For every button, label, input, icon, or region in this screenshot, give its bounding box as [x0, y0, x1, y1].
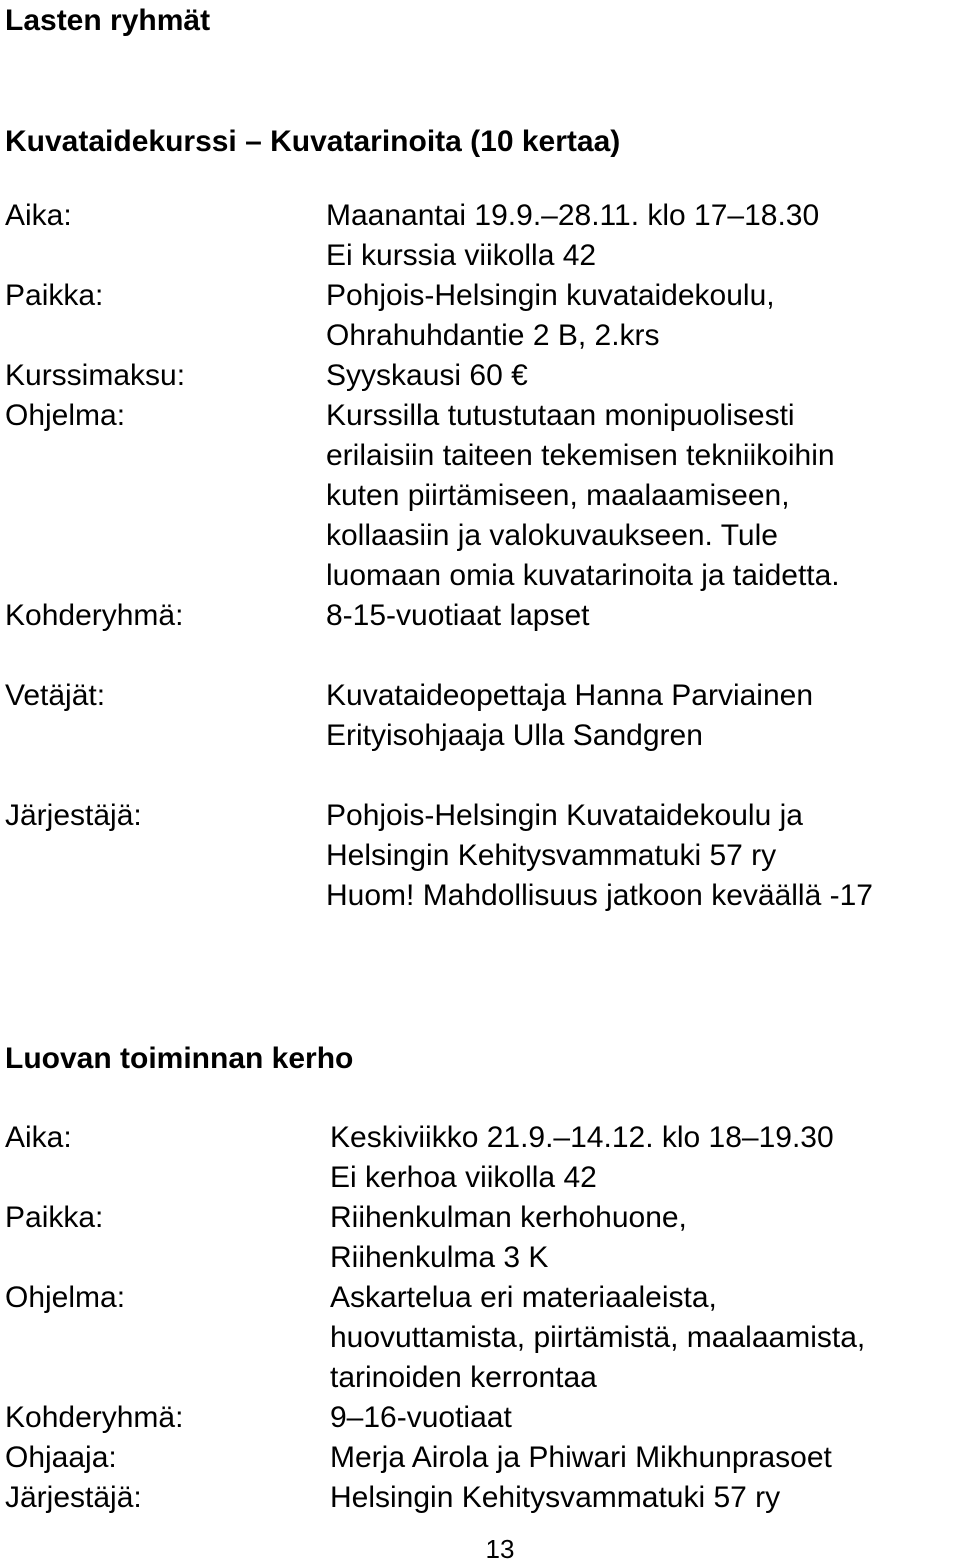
info-row [5, 396, 960, 436]
field-value: Ei kerhoa viikolla 42 [330, 1161, 597, 1194]
field-value: tarinoiden kerrontaa [330, 1361, 597, 1394]
info-row [5, 1238, 960, 1278]
field-label: Kohderyhmä: [5, 1401, 184, 1434]
field-label: Paikka: [5, 1201, 104, 1234]
field-value: Riihenkulma 3 K [330, 1241, 549, 1274]
field-label: Aika: [5, 199, 72, 232]
field-value: Pohjois-Helsingin kuvataidekoulu, [326, 279, 775, 312]
info-row [5, 436, 960, 476]
info-row [5, 236, 960, 276]
info-row [5, 556, 960, 596]
info-row [5, 1158, 960, 1198]
field-label: Paikka: [5, 279, 104, 312]
page-number: 13 [485, 1534, 515, 1564]
info-row [5, 1118, 960, 1158]
field-label: Kurssimaksu: [5, 359, 186, 392]
field-value: Maanantai 19.9.–28.11. klo 17–18.30 [326, 199, 820, 232]
info-row [5, 1318, 960, 1358]
field-value: Kurssilla tutustutaan monipuolisesti [326, 399, 795, 432]
field-value: Ohrahuhdantie 2 B, 2.krs [326, 319, 660, 352]
field-value: Merja Airola ja Phiwari Mikhunprasoet [330, 1441, 832, 1474]
info-row [5, 796, 960, 836]
field-value: Helsingin Kehitysvammatuki 57 ry [326, 839, 777, 872]
field-value: luomaan omia kuvatarinoita ja taidetta. [326, 559, 840, 592]
field-value: Huom! Mahdollisuus jatkoon keväällä -17 [326, 879, 873, 912]
field-label: Järjestäjä: [5, 799, 142, 832]
field-value: Kuvataideopettaja Hanna Parviainen [326, 679, 814, 712]
info-row [5, 276, 960, 316]
info-row [5, 876, 960, 916]
info-row [5, 1278, 960, 1318]
field-label: Ohjaaja: [5, 1441, 117, 1474]
field-label: Ohjelma: [5, 399, 126, 432]
field-label: Kohderyhmä: [5, 599, 184, 632]
field-label: Aika: [5, 1121, 72, 1154]
field-value: Erityisohjaaja Ulla Sandgren [326, 719, 703, 752]
info-row [5, 836, 960, 876]
info-row [5, 1198, 960, 1238]
course-heading: Kuvataidekurssi – Kuvatarinoita (10 kertaa) [5, 125, 621, 158]
info-row [5, 1438, 960, 1478]
field-value: Riihenkulman kerhohuone, [330, 1201, 687, 1234]
info-row [5, 596, 960, 636]
field-value: erilaisiin taiteen tekemisen tekniikoihin [326, 439, 835, 472]
info-row [5, 316, 960, 356]
field-value: Ei kurssia viikolla 42 [326, 239, 597, 272]
field-label: Järjestäjä: [5, 1481, 142, 1514]
field-value: 9–16-vuotiaat [330, 1401, 512, 1434]
field-value: Keskiviikko 21.9.–14.12. klo 18–19.30 [330, 1121, 834, 1154]
info-row [5, 676, 960, 716]
field-label: Ohjelma: [5, 1281, 126, 1314]
info-row [5, 196, 960, 236]
field-label: Vetäjät: [5, 679, 106, 712]
field-value: Helsingin Kehitysvammatuki 57 ry [330, 1481, 781, 1514]
field-value: 8-15-vuotiaat lapset [326, 599, 590, 632]
field-value: kollaasiin ja valokuvaukseen. Tule [326, 519, 778, 552]
info-row [5, 476, 960, 516]
info-row [5, 716, 960, 756]
info-row [5, 1398, 960, 1438]
field-value: Askartelua eri materiaaleista, [330, 1281, 717, 1314]
page-title: Lasten ryhmät [5, 4, 211, 37]
field-value: kuten piirtämiseen, maalaamiseen, [326, 479, 790, 512]
field-value: Pohjois-Helsingin Kuvataidekoulu ja [326, 799, 803, 832]
info-row [5, 356, 960, 396]
info-row [5, 1358, 960, 1398]
field-value: huovuttamista, piirtämistä, maalaamista, [330, 1321, 866, 1354]
info-row [5, 1478, 960, 1518]
field-value: Syyskausi 60 € [326, 359, 528, 392]
info-row [5, 516, 960, 556]
course-heading: Luovan toiminnan kerho [5, 1042, 354, 1075]
